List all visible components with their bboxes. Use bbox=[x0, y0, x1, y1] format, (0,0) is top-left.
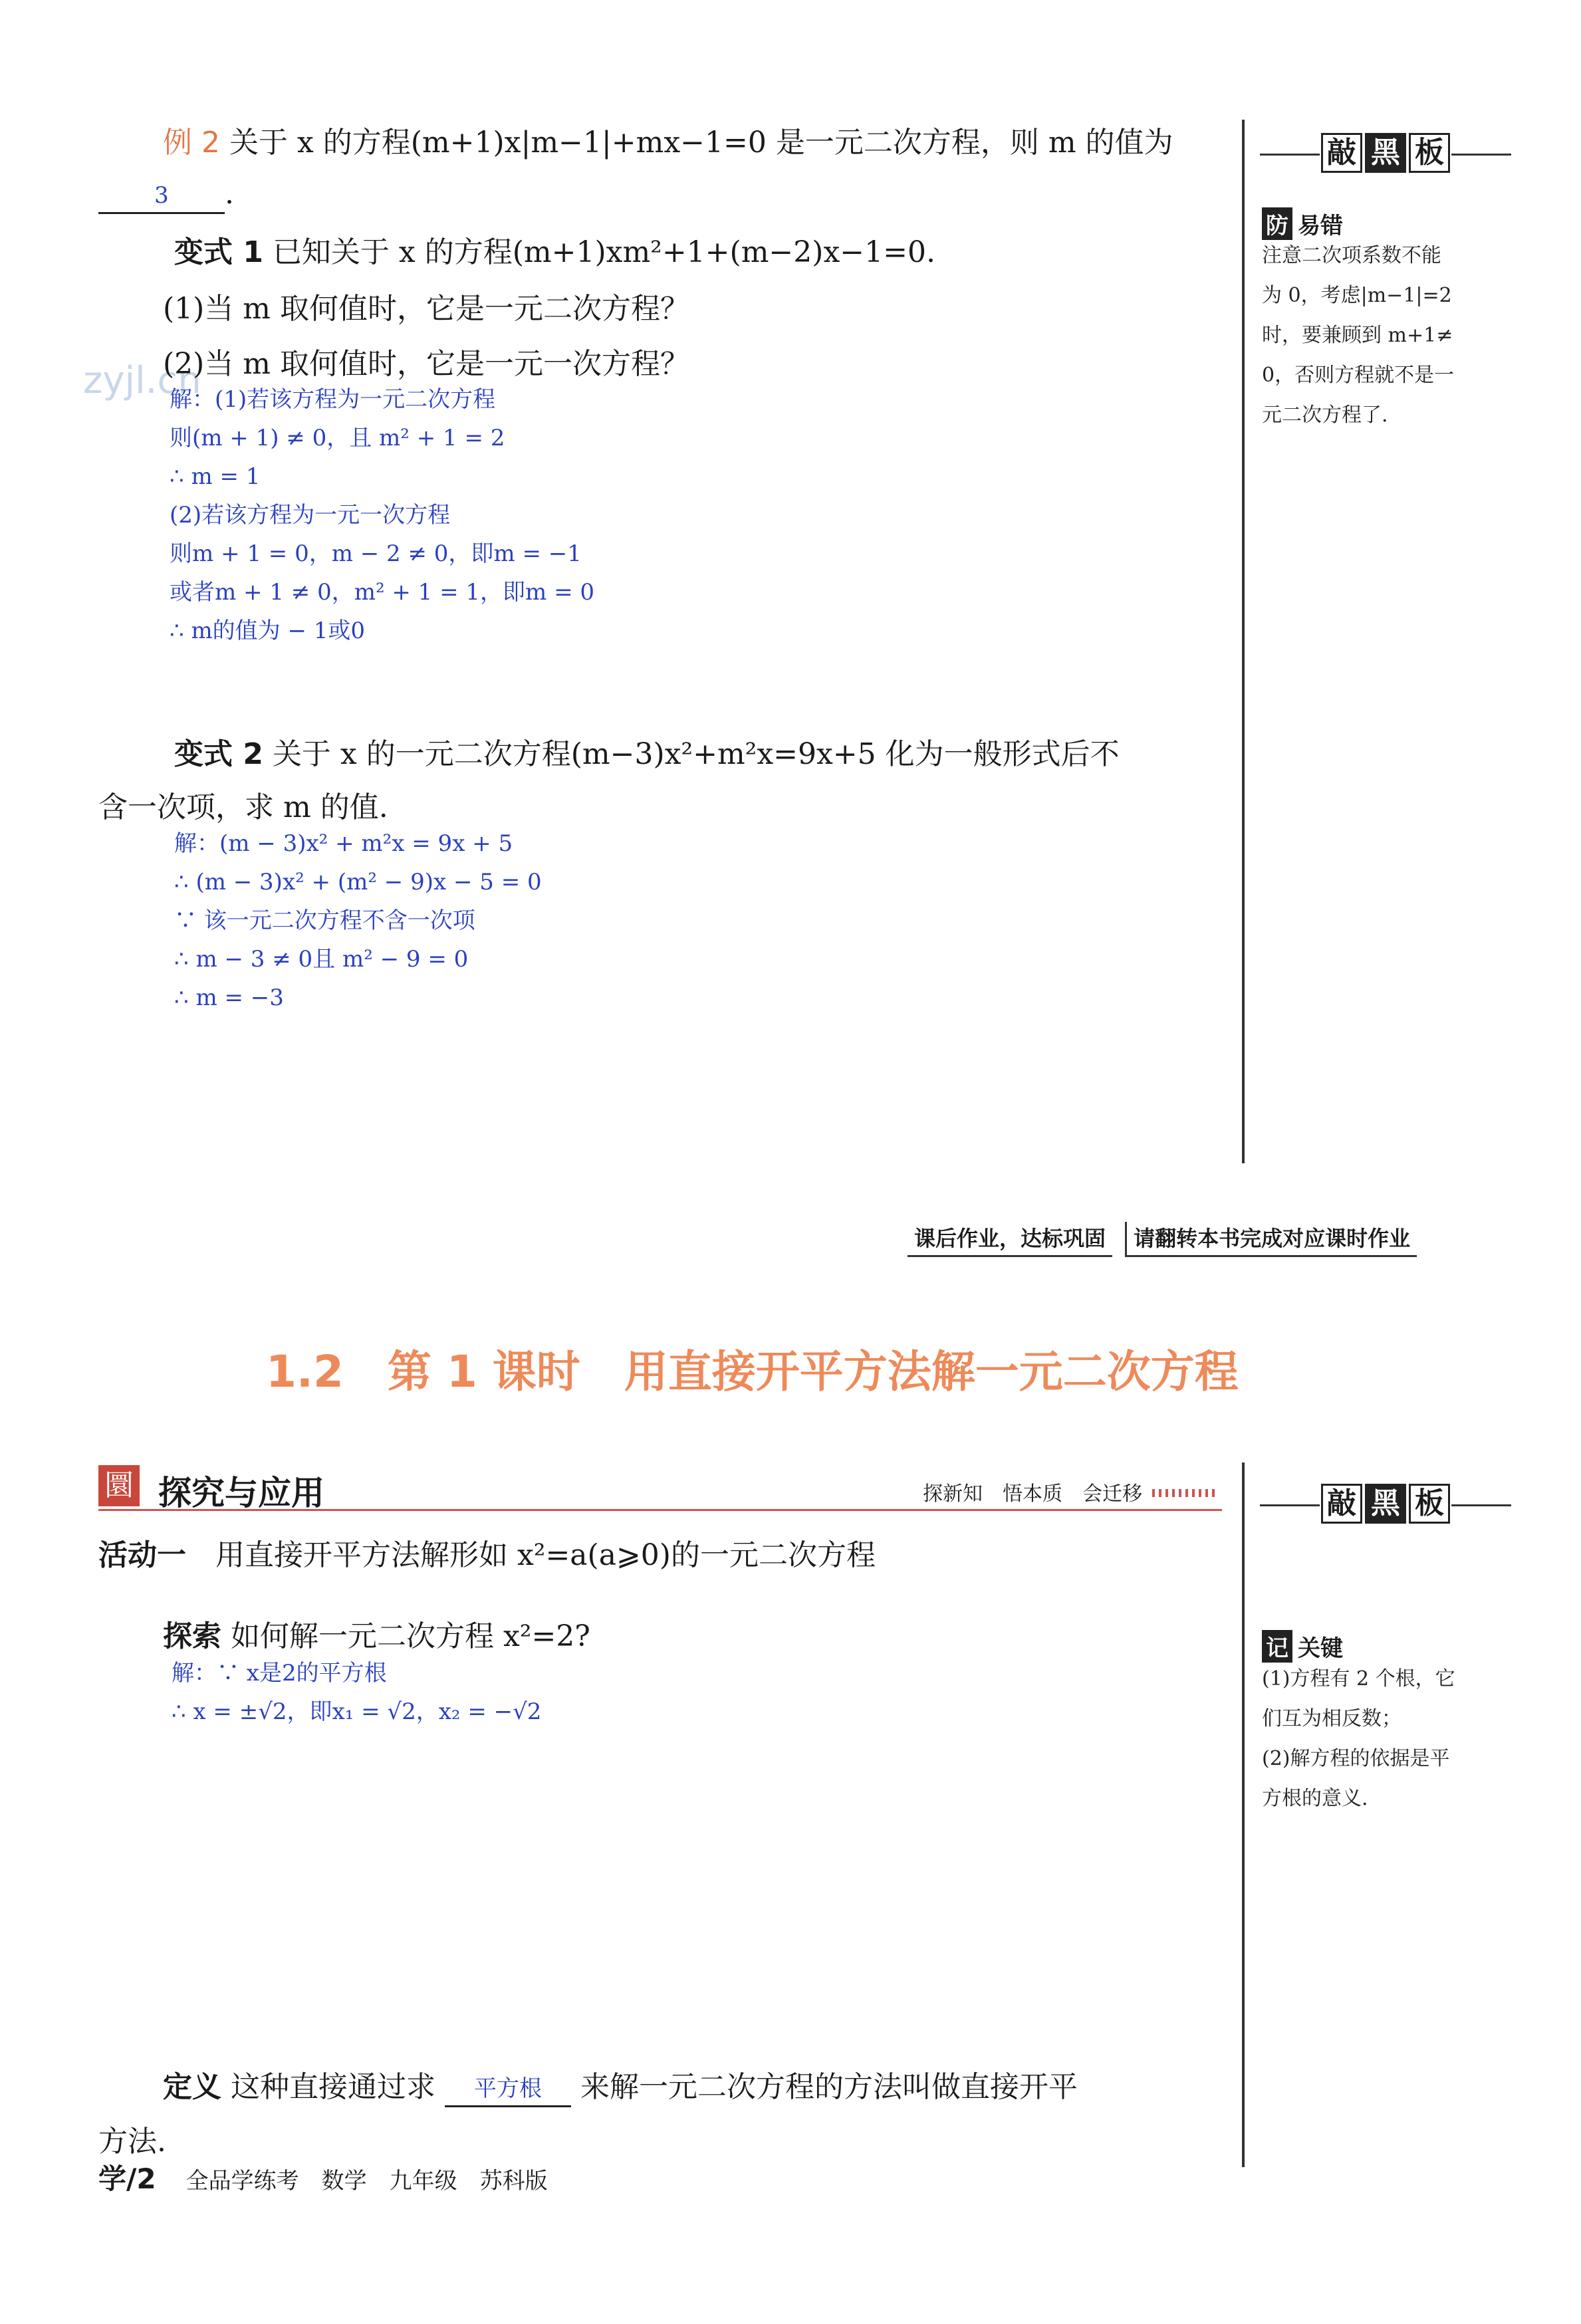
definition-blank: 平方根 bbox=[445, 2072, 571, 2107]
tip-line: 注意二次项系数不能 bbox=[1262, 244, 1441, 267]
example-2 bbox=[163, 123, 1173, 163]
solution-line: (2)若该方程为一元一次方程 bbox=[170, 502, 451, 528]
board-char: 敲 bbox=[1321, 133, 1362, 173]
footer bbox=[98, 2157, 548, 2197]
homework-left: 课后作业，达标巩固 bbox=[908, 1222, 1112, 1257]
section-icon: 圜 bbox=[98, 1465, 140, 1506]
example-text: 关于 x 的方程(m+1)x|m−1|+mx−1=0 是一元二次方程，则 m 的值为 bbox=[229, 126, 1173, 160]
definition-label: 定义 bbox=[163, 2070, 221, 2104]
tip-title: 易错 bbox=[1298, 213, 1343, 239]
tip-line: 0，否则方程就不是一 bbox=[1262, 364, 1455, 387]
tip-line: (2)解方程的依据是平 bbox=[1262, 1747, 1450, 1770]
tip-line: 时，要兼顾到 m+1≠ bbox=[1262, 324, 1453, 347]
solution-line: 则m + 1 = 0，m − 2 ≠ 0，即m = −1 bbox=[170, 540, 582, 567]
lesson-title: 1.2 第 1 课时 用直接开平方法解一元二次方程 bbox=[266, 1346, 1239, 1397]
variant-1-label: 变式 1 bbox=[174, 235, 263, 269]
variant-1 bbox=[174, 233, 935, 273]
explore-label: 探索 bbox=[163, 1619, 221, 1653]
tip-icon: 防 bbox=[1262, 207, 1292, 240]
variant-1-q1: (1)当 m 取何值时，它是一元二次方程？ bbox=[163, 292, 690, 326]
board-heading bbox=[1260, 133, 1511, 173]
solution-line: 解：∵ x是2的平方根 bbox=[172, 1660, 387, 1686]
answer-blank: 3 bbox=[98, 179, 225, 214]
solution-line: 则(m + 1) ≠ 0，且 m² + 1 = 2 bbox=[170, 425, 505, 451]
board-char: 黑 bbox=[1365, 1484, 1406, 1524]
page-number: 学/2 bbox=[98, 2162, 156, 2195]
solution-line: 解：(1)若该方程为一元二次方程 bbox=[170, 386, 496, 413]
tip-title: 关键 bbox=[1298, 1635, 1343, 1662]
watermark: zyjl.cn bbox=[83, 359, 201, 402]
board-heading bbox=[1260, 1484, 1511, 1524]
tip-line: 为 0，考虑|m−1|=2 bbox=[1262, 284, 1452, 307]
board-char: 板 bbox=[1409, 1484, 1450, 1524]
variant-2-text: 关于 x 的一元二次方程(m−3)x²+m²x=9x+5 化为一般形式后不 bbox=[272, 737, 1120, 771]
activity-1 bbox=[98, 1536, 876, 1575]
solution-line: ∴ m − 3 ≠ 0且 m² − 9 = 0 bbox=[174, 946, 469, 973]
example-2-answer-line bbox=[98, 174, 234, 214]
tip-body bbox=[1262, 236, 1454, 435]
tip-body bbox=[1262, 1659, 1455, 1819]
sidebar-divider bbox=[1242, 120, 1245, 1163]
explore-text: 如何解一元二次方程 x²=2? bbox=[231, 1619, 590, 1653]
activity-text: 用直接开平方法解形如 x²=a(a⩾0)的一元二次方程 bbox=[215, 1538, 876, 1572]
tip-line: (1)方程有 2 个根，它 bbox=[1262, 1667, 1455, 1690]
definition-line2: 方法. bbox=[98, 2125, 166, 2158]
definition-post: 来解一元二次方程的方法叫做直接开平 bbox=[580, 2070, 1078, 2104]
board-char: 敲 bbox=[1321, 1484, 1362, 1524]
tip-line: 方根的意义. bbox=[1262, 1787, 1368, 1810]
section-dots bbox=[1152, 1489, 1215, 1497]
variant-2-text-line2: 含一次项，求 m 的值. bbox=[98, 790, 388, 824]
tip-line: 元二次方程了. bbox=[1262, 404, 1388, 427]
solution-line: ∵ 该一元二次方程不含一次项 bbox=[174, 907, 475, 934]
variant-2-solution bbox=[174, 824, 542, 1017]
solution-line: ∴ m的值为 − 1或0 bbox=[170, 618, 366, 644]
solution-line: ∴ (m − 3)x² + (m² − 9)x − 5 = 0 bbox=[174, 869, 542, 895]
solution-line: ∴ m = 1 bbox=[170, 463, 261, 490]
example-label: 例 2 bbox=[163, 126, 220, 160]
variant-1-solution bbox=[170, 380, 594, 650]
sidebar-divider bbox=[1242, 1462, 1245, 2167]
solution-line: ∴ m = −3 bbox=[174, 985, 284, 1011]
section-bar bbox=[98, 1462, 1222, 1511]
tip-line: 们互为相反数； bbox=[1262, 1707, 1401, 1730]
board-char: 黑 bbox=[1365, 133, 1406, 173]
book-info: 全品学练考 数学 九年级 苏科版 bbox=[185, 2168, 548, 2194]
homework-right: 请翻转本书完成对应课时作业 bbox=[1125, 1222, 1417, 1257]
variant-1-text: 已知关于 x 的方程(m+1)xm²+1+(m−2)x−1=0. bbox=[272, 235, 935, 269]
board-char: 板 bbox=[1409, 133, 1450, 173]
tip-heading bbox=[1262, 1630, 1343, 1663]
tip-heading bbox=[1262, 207, 1343, 240]
solution-line: ∴ x = ±√2，即x₁ = √2，x₂ = −√2 bbox=[172, 1698, 542, 1725]
tip-icon: 记 bbox=[1262, 1630, 1292, 1663]
definition-pre: 这种直接通过求 bbox=[231, 2070, 435, 2104]
explore-solution bbox=[172, 1654, 541, 1731]
answer-end: . bbox=[225, 177, 234, 211]
definition bbox=[163, 2067, 1078, 2107]
solution-line: 或者m + 1 ≠ 0，m² + 1 = 1，即m = 0 bbox=[170, 579, 595, 606]
variant-1-q2: (2)当 m 取何值时，它是一元一次方程？ bbox=[163, 347, 690, 381]
variant-2-label: 变式 2 bbox=[174, 737, 263, 771]
section-tags: 探新知 悟本质 会迁移 bbox=[923, 1482, 1142, 1506]
solution-line: 解：(m − 3)x² + m²x = 9x + 5 bbox=[174, 830, 513, 857]
homework-bar bbox=[908, 1222, 1417, 1252]
variant-2 bbox=[174, 735, 1120, 774]
explore bbox=[163, 1617, 590, 1657]
activity-label: 活动一 bbox=[98, 1538, 186, 1572]
section-title: 探究与应用 bbox=[158, 1474, 324, 1512]
